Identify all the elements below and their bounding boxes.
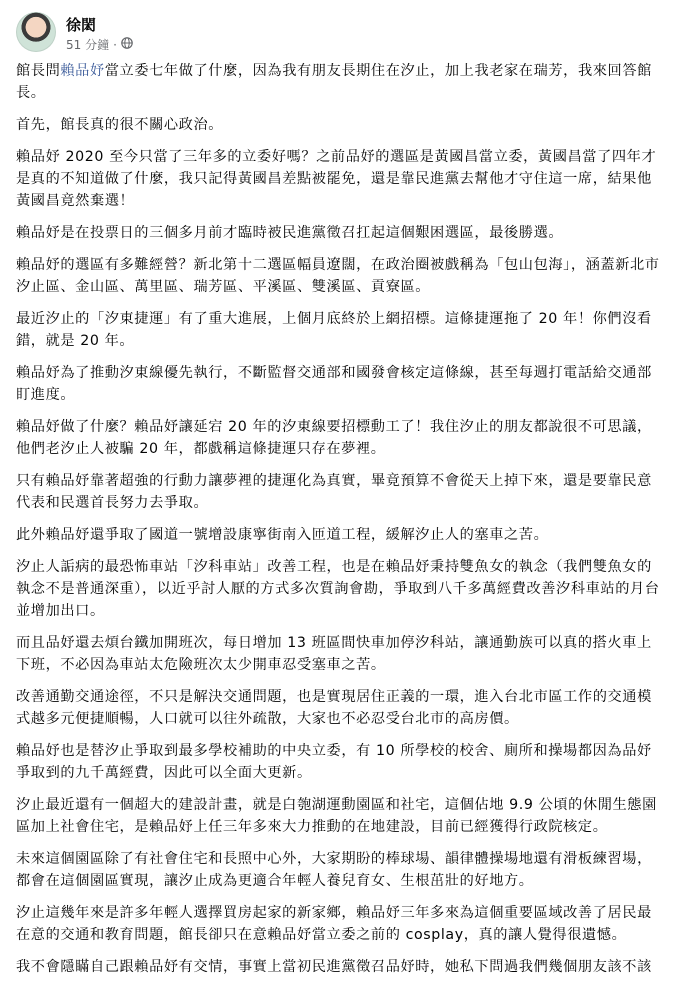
globe-icon xyxy=(121,37,133,52)
post-body xyxy=(16,60,666,988)
meta-separator: · xyxy=(113,37,117,52)
post-paragraph: 汐止這幾年來是許多年輕人選擇買房起家的新家鄉，賴品妤三年多來為這個重要區域改善了居民最在意的交通和教育問題，館長卻只在意賴品妤當立委之前的 cosplay，真的讓人覺得很遺憾。 xyxy=(16,905,652,943)
post-paragraph: 而且品妤還去煩台鐵加開班次，每日增加 13 班區間快車加停汐科站，讓通勤族可以真的搭火車上下班，不必因為車站太危險班次太少開車忍受塞車之苦。 xyxy=(16,635,652,673)
paragraph-text: 當立委七年做了什麼，因為我有朋友長期住在汐止，加上我老家在瑞芳，我來回答館長。 xyxy=(16,63,652,101)
post-timestamp[interactable]: 51 分鐘 xyxy=(66,38,110,52)
post-meta xyxy=(66,36,133,53)
post-paragraph: 汐止最近還有一個超大的建設計畫，就是白匏湖運動園區和社宅，這個佔地 9.9 公頃的休閒生態園區加上社會住宅，是賴品妤上任三年多來大力推動的在地建設，目前已經獲得行政院核定。 xyxy=(16,797,657,835)
post-paragraph: 汐止人詬病的最恐怖車站「汐科車站」改善工程，也是在賴品妤秉持雙魚女的執念（我們雙魚女的執念不是普通深重），以近乎討人厭的方式多次質詢會勘，爭取到八千多萬經費改善汐科車站的月台並增加出口。 xyxy=(16,559,660,619)
post-paragraph: 賴品妤做了什麼？賴品妤讓延宕 20 年的汐東線要招標動工了！我住汐止的朋友都說很不可思議，他們老汐止人被騙 20 年，都戲稱這條捷運只存在夢裡。 xyxy=(16,419,652,457)
post-paragraph: 賴品妤 2020 至今只當了三年多的立委好嗎？之前品妤的選區是黃國昌當立委，黃國昌當了四年才是真的不知道做了什麼，我只記得黃國昌差點被罷免，還是靠民進黨去幫他才守住這一席，結果他黃國昌竟然棄選！ xyxy=(16,149,657,209)
post-paragraph: 只有賴品妤靠著超強的行動力讓夢裡的捷運化為真實，畢竟預算不會從天上掉下來，還是要靠民意代表和民選首長努力去爭取。 xyxy=(16,473,652,511)
post-paragraph: 賴品妤為了推動汐東線優先執行，不斷監督交通部和國發會核定這條線，甚至每週打電話給交通部盯進度。 xyxy=(16,365,652,403)
post-paragraph: 賴品妤的選區有多難經營？新北第十二選區幅員遼闊，在政治圈被戲稱為「包山包海」，涵蓋新北市汐止區、金山區、萬里區、瑞芳區、平溪區、雙溪區、貢寮區。 xyxy=(16,257,660,295)
post-paragraph: 改善通勤交通途徑，不只是解決交通問題，也是實現居住正義的一環，進入台北市區工作的交通模式越多元便捷順暢，人口就可以往外疏散，大家也不必忍受台北市的高房價。 xyxy=(16,689,652,727)
post-paragraph xyxy=(16,60,666,104)
post-paragraph: 我不會隱瞞自己跟賴品妤有交情，事實上當初民進黨徵召品妤時，她私下問過我們幾個朋友該不該 xyxy=(16,959,652,975)
post-paragraph: 賴品妤也是替汐止爭取到最多學校補助的中央立委，有 10 所學校的校舍、廁所和操場都因為品妤爭取到的九千萬經費，因此可以全面大更新。 xyxy=(16,743,652,781)
post-paragraph: 未來這個園區除了有社會住宅和長照中心外，大家期盼的棒球場、韻律體操場地還有滑板練習場，都會在這個園區實現，讓汐止成為更適合年輕人養兒育女、生根茁壯的好地方。 xyxy=(16,851,652,889)
paragraph-text: 館長問 xyxy=(16,63,61,79)
avatar[interactable] xyxy=(16,12,56,52)
post-paragraph: 賴品妤是在投票日的三個多月前才臨時被民進黨徵召扛起這個艱困選區，最後勝選。 xyxy=(16,225,564,241)
post-paragraph: 此外賴品妤還爭取了國道一號增設康寧街南入匝道工程，緩解汐止人的塞車之苦。 xyxy=(16,527,549,543)
post-header xyxy=(16,12,656,52)
author-name[interactable]: 徐閎 xyxy=(66,16,97,34)
post-paragraph: 首先，館長真的很不關心政治。 xyxy=(16,117,224,133)
post-paragraph: 最近汐止的「汐東捷運」有了重大進展，上個月底終於上網招標。這條捷運拖了 20 年！你們沒看錯，就是 20 年。 xyxy=(16,311,652,349)
mention-link[interactable]: 賴品妤 xyxy=(60,63,105,79)
